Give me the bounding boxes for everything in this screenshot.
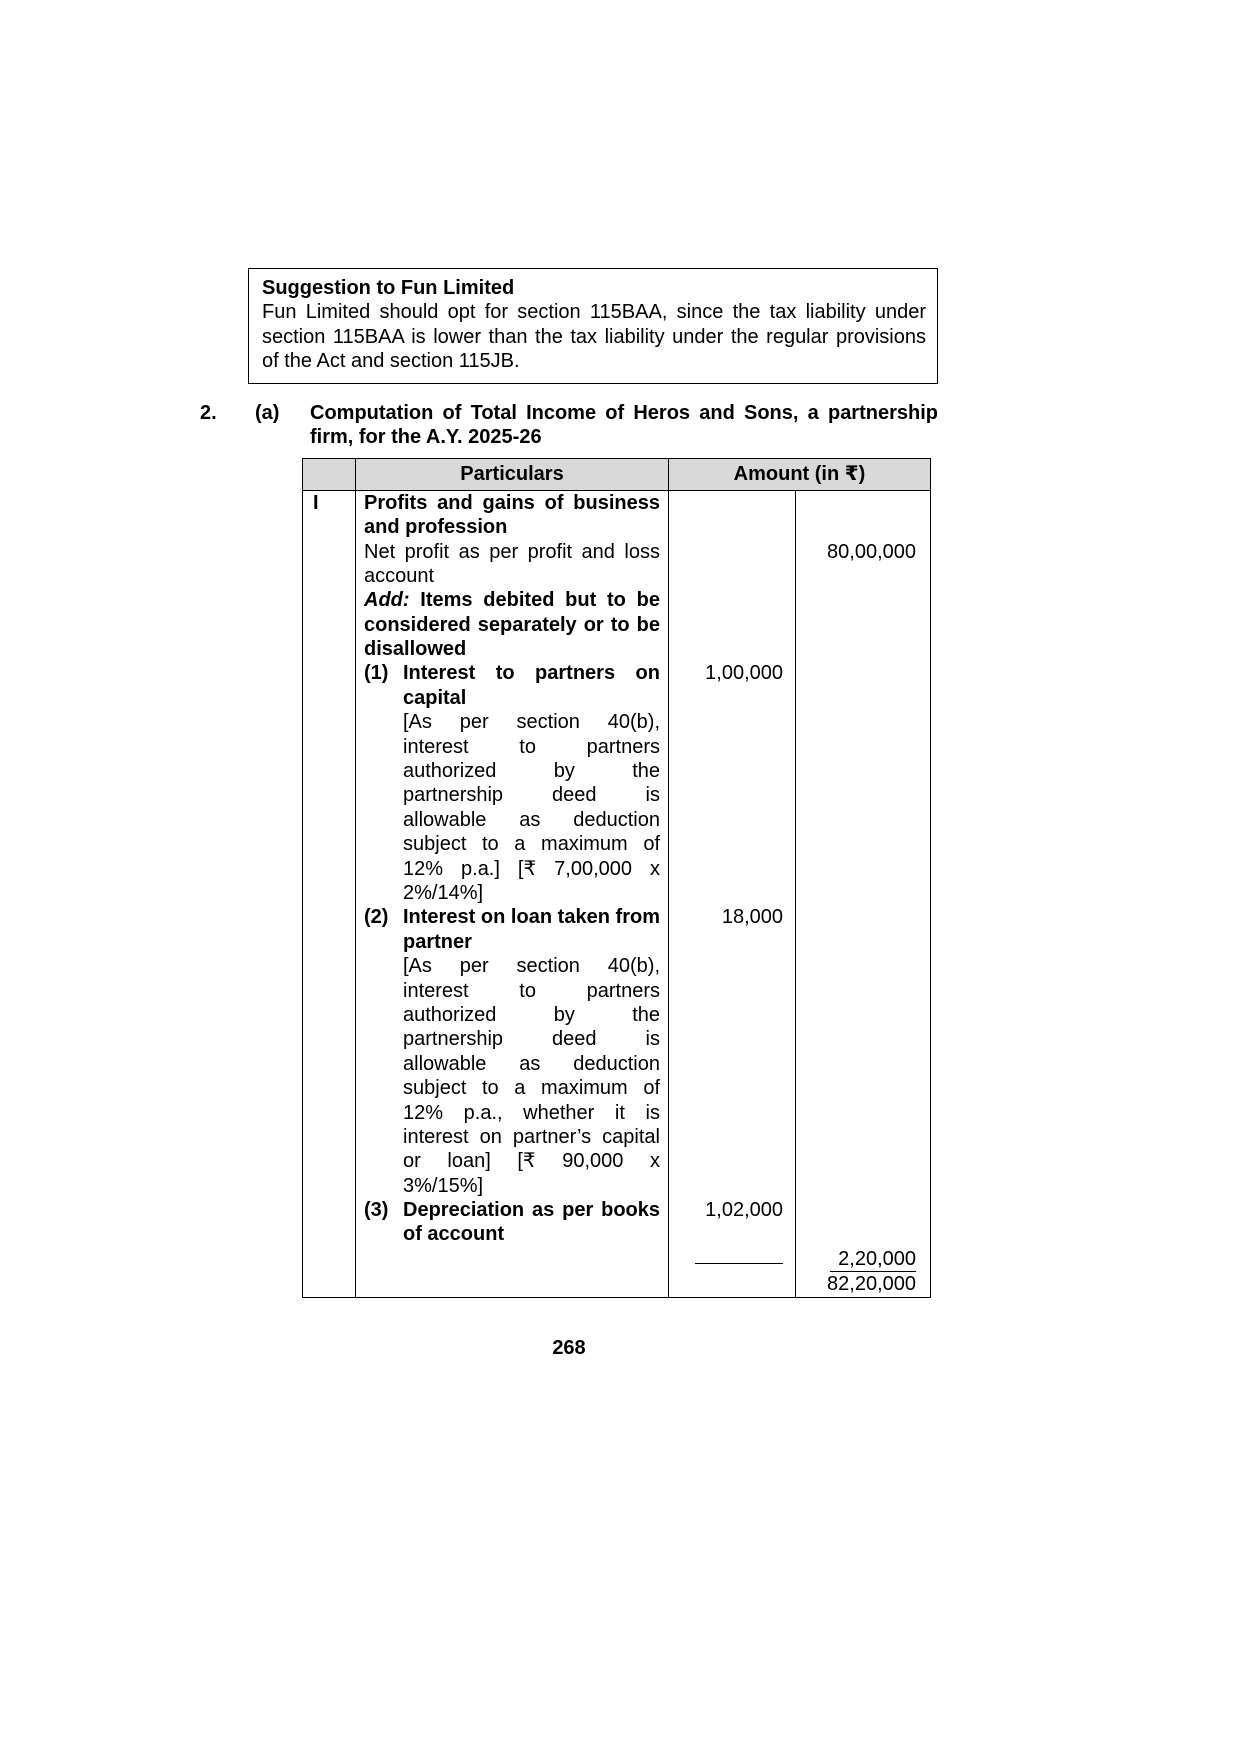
row-amount-col1	[669, 1272, 796, 1297]
row-amount-col2	[796, 710, 931, 905]
table-row	[303, 1272, 931, 1297]
row-amount-col1	[669, 1247, 796, 1272]
table-row	[303, 540, 931, 589]
item-marker: (3)	[364, 1199, 389, 1222]
row-particulars	[356, 1272, 669, 1297]
table-row	[303, 1247, 931, 1272]
table-row	[303, 710, 931, 905]
row-particulars	[356, 905, 669, 954]
row-particulars	[356, 1247, 669, 1272]
particulars-text: [As per section 40(b), interest to partners authorized by the partnership deed is allowable as deduction subject to a maximum of 12% p.a., whether it is interest on partner’s capital or loan] [₹ 90,000 x 3%/15%]	[403, 955, 660, 1197]
row-particulars	[356, 1198, 669, 1247]
header-blank-cell	[303, 459, 356, 490]
amount-value: 80,00,000	[827, 540, 917, 563]
row-particulars	[356, 954, 669, 1198]
particulars-paragraph	[364, 1198, 660, 1247]
row-amount-col1	[669, 540, 796, 589]
row-amount-col2	[796, 490, 931, 539]
table-row	[303, 954, 931, 1198]
row-particulars	[356, 540, 669, 589]
row-amount-col2	[796, 1272, 931, 1297]
row-roman-numeral	[303, 905, 356, 954]
header-particulars: Particulars	[356, 459, 669, 490]
particulars-paragraph	[364, 954, 660, 1198]
row-roman-numeral	[303, 661, 356, 710]
particulars-paragraph	[364, 710, 660, 905]
table-row	[303, 490, 931, 539]
row-amount-col2	[796, 540, 931, 589]
table-row	[303, 661, 931, 710]
row-particulars	[356, 588, 669, 661]
row-roman-numeral	[303, 1247, 356, 1272]
row-roman-numeral	[303, 588, 356, 661]
suggestion-title: Suggestion to Fun Limited	[262, 277, 515, 299]
particulars-text: Net profit as per profit and loss account	[364, 540, 660, 587]
row-roman-numeral	[303, 1272, 356, 1297]
header-amount: Amount (in ₹)	[669, 459, 931, 490]
particulars-paragraph	[364, 540, 660, 589]
row-amount-col1	[669, 710, 796, 905]
row-roman-numeral	[303, 954, 356, 1198]
row-particulars	[356, 490, 669, 539]
suggestion-box	[248, 268, 938, 384]
row-amount-col1	[669, 954, 796, 1198]
question-title: Computation of Total Income of Heros and Sons, a partnership firm, for the A.Y. 2025-26	[310, 401, 938, 448]
particulars-text: Interest to partners on capital	[403, 662, 660, 709]
table-header-row	[303, 459, 931, 490]
computation-table	[302, 458, 931, 1297]
particulars-text: Interest on loan taken from partner	[403, 906, 660, 953]
page-number: 268	[552, 1336, 586, 1359]
row-amount-col1	[669, 588, 796, 661]
amount-value: 2,20,000	[830, 1247, 916, 1272]
question-part: (a)	[255, 401, 280, 424]
table-body	[303, 490, 931, 1297]
row-amount-col2	[796, 905, 931, 954]
row-roman-numeral: I	[303, 490, 356, 539]
row-roman-numeral	[303, 710, 356, 905]
particulars-paragraph	[364, 661, 660, 710]
row-amount-col1: 1,02,000	[669, 1198, 796, 1247]
particulars-paragraph	[364, 588, 660, 661]
row-amount-col2	[796, 588, 931, 661]
particulars-text: [As per section 40(b), interest to partners authorized by the partnership deed is allowable as deduction subject to a maximum of 12% p.a.] [₹ 7,00,000 x 2%/14%]	[403, 711, 660, 904]
table-row	[303, 588, 931, 661]
row-amount-col2	[796, 1198, 931, 1247]
suggestion-body: Fun Limited should opt for section 115BAA, since the tax liability under section 115BAA is lower than the tax liability under the regular provisions of the Act and section 115JB.	[262, 301, 926, 373]
row-roman-numeral	[303, 540, 356, 589]
question-heading	[200, 401, 938, 450]
row-amount-col1	[669, 490, 796, 539]
row-particulars	[356, 661, 669, 710]
particulars-text: Add:	[364, 589, 410, 612]
table-row	[303, 905, 931, 954]
particulars-text: Depreciation as per books of account	[403, 1199, 660, 1246]
particulars-paragraph	[364, 905, 660, 954]
particulars-paragraph	[364, 491, 660, 540]
amount-value: 82,20,000	[827, 1273, 917, 1296]
particulars-text: Profits and gains of business and profession	[364, 491, 660, 539]
table-row	[303, 1198, 931, 1247]
total-rule	[695, 1247, 783, 1264]
question-number: 2.	[200, 401, 217, 424]
row-amount-col1: 1,00,000	[669, 661, 796, 710]
item-marker: (2)	[364, 906, 389, 929]
particulars-text: Items debited but to be considered separately or to be disallowed	[364, 589, 660, 661]
row-amount-col2	[796, 954, 931, 1198]
row-particulars	[356, 710, 669, 905]
row-amount-col1: 18,000	[669, 905, 796, 954]
row-amount-col2	[796, 1247, 931, 1272]
row-roman-numeral	[303, 1198, 356, 1247]
row-amount-col2	[796, 661, 931, 710]
content-area	[200, 268, 938, 1360]
item-marker: (1)	[364, 662, 389, 685]
